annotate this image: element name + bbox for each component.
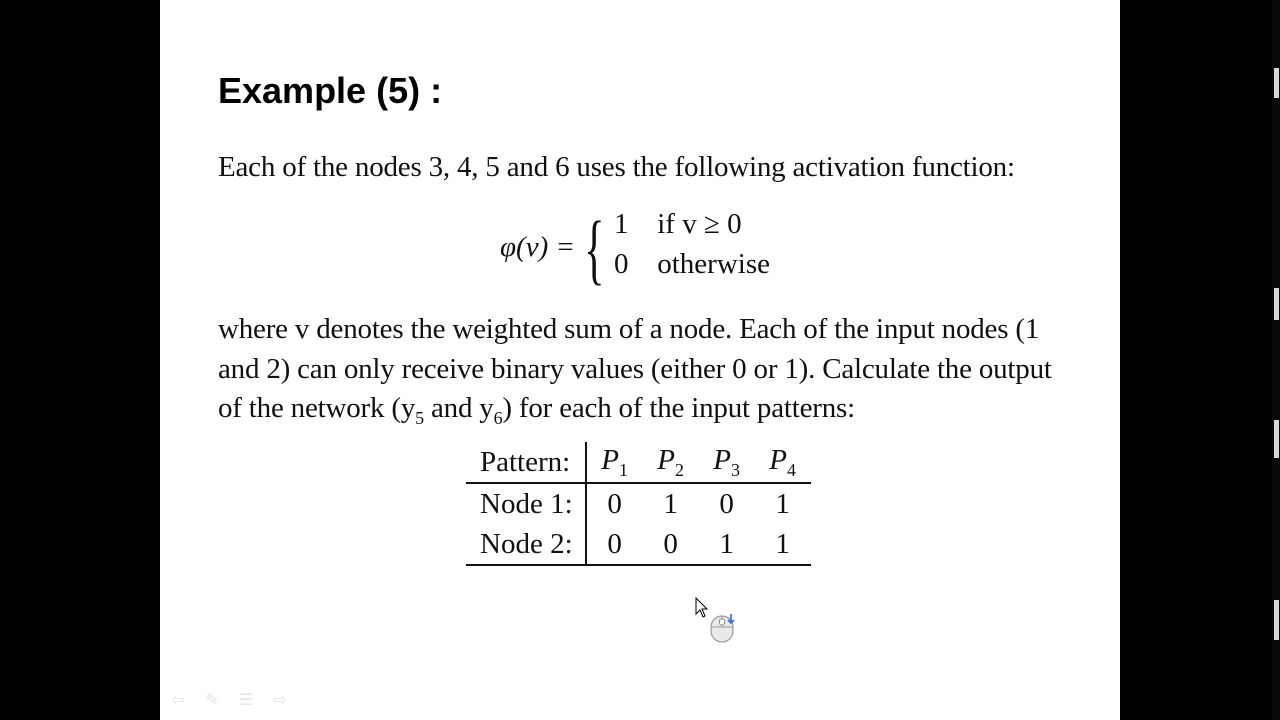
slide-title: Example (5) : <box>218 70 443 111</box>
line-3-part-c: ) for each of the input patterns: <box>502 392 855 424</box>
table-cell: 1 <box>663 487 678 520</box>
pattern-header-3: $P_3$ <box>699 442 755 483</box>
paragraph-line-3 <box>218 389 1068 438</box>
case-2-condition: otherwise <box>657 248 770 280</box>
input-patterns-table <box>466 442 811 566</box>
mouse-scroll-hint-icon <box>709 612 739 644</box>
previous-slide-icon[interactable]: ⇦ <box>171 690 185 709</box>
formula-case-1 <box>614 208 742 241</box>
case-1-value: 1 <box>614 208 629 240</box>
y6-subscript: 6 <box>493 407 503 428</box>
table-cell: 1 <box>699 524 755 565</box>
formula-brace: { <box>584 205 605 292</box>
paragraph-line-1: where v denotes the weighted sum of a node. Each of the input nodes (1 <box>218 313 1040 345</box>
table-cell: 0 <box>586 524 643 565</box>
row-label: Node 2: <box>466 524 586 565</box>
formula-lhs: φ(v) = <box>500 231 576 263</box>
y5-subscript: 5 <box>415 407 424 428</box>
formula-case-2 <box>614 248 770 281</box>
table-row <box>466 483 811 524</box>
description-paragraph <box>218 310 1068 438</box>
header-label: Pattern: <box>466 442 586 483</box>
next-slide-icon[interactable]: ⇨ <box>273 690 287 709</box>
table-cell: 0 <box>643 524 699 565</box>
line-3-part-a: of the network (y <box>218 392 416 424</box>
row-label: Node 1: <box>466 483 586 524</box>
intro-text: Each of the nodes 3, 4, 5 and 6 uses the following activation function: <box>218 151 1015 183</box>
table-cell: 0 <box>607 487 622 520</box>
case-2-value: 0 <box>614 248 629 280</box>
table-header-row <box>466 442 811 483</box>
table-cell: 0 <box>719 487 734 520</box>
window-edge <box>1272 0 1280 720</box>
slide-navigation <box>168 690 290 710</box>
paragraph-line-2: and 2) can only receive binary values (either 0 or 1). Calculate the output <box>218 352 1052 385</box>
pattern-header-2: $P_2$ <box>643 442 699 483</box>
pattern-header-4: $P_4$ <box>755 442 811 483</box>
line-3-part-b: and y <box>423 392 494 424</box>
pen-icon[interactable]: ✎ <box>205 690 219 709</box>
slide-menu-icon[interactable]: ☰ <box>238 690 254 709</box>
case-1-condition: if v ≥ 0 <box>657 208 742 240</box>
presentation-slide <box>160 0 1120 720</box>
pattern-header-1: $P_1$ <box>586 442 643 483</box>
table-cell: 1 <box>755 524 811 565</box>
activation-formula <box>500 206 800 296</box>
table-cell: 1 <box>775 487 790 520</box>
table-row <box>466 524 811 565</box>
